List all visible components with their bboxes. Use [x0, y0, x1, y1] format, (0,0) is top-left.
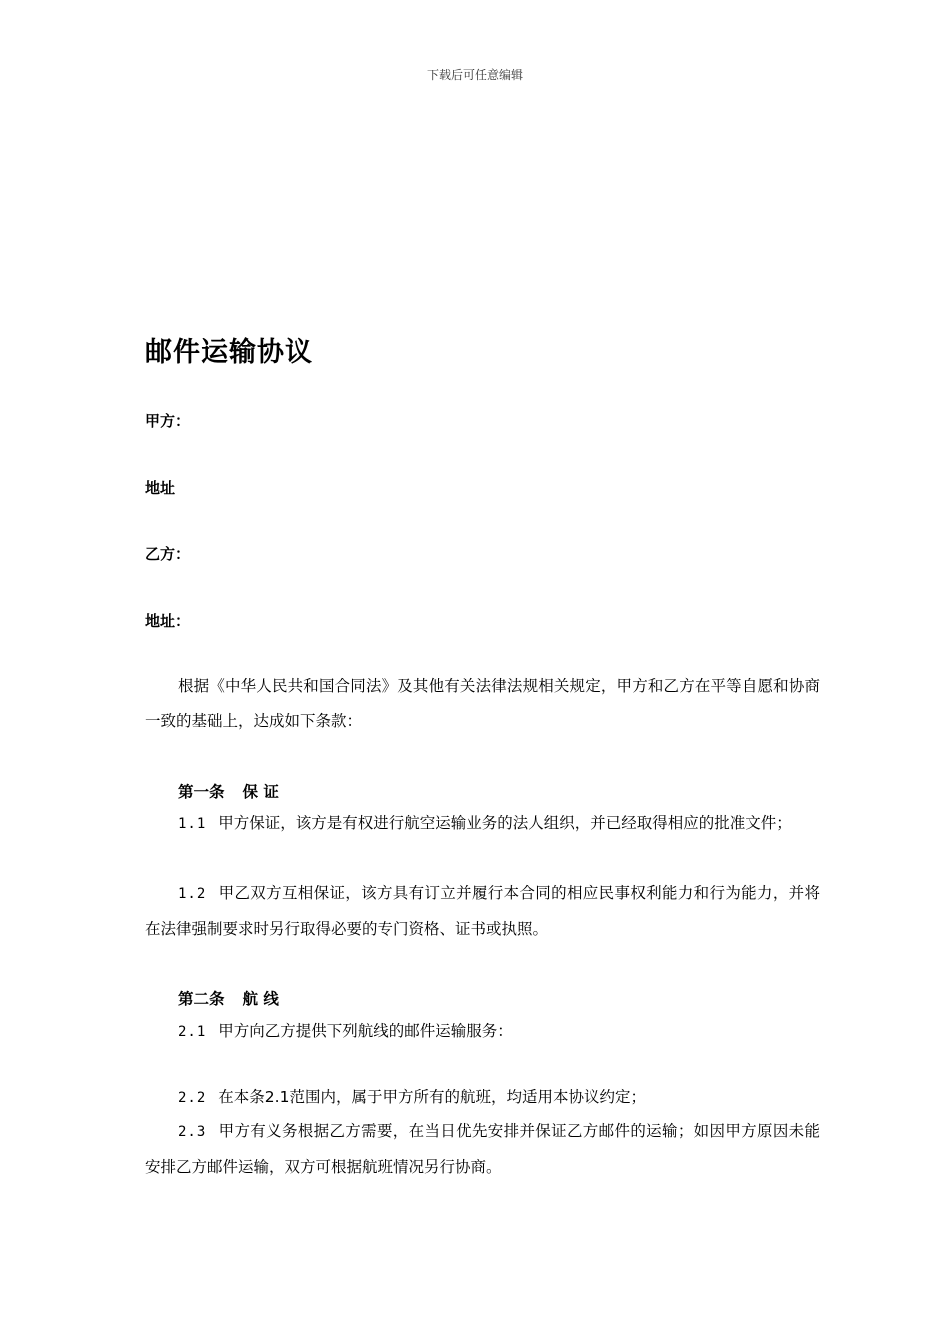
clause-2-3 [145, 1114, 820, 1185]
clause-number: 2.3 [178, 1124, 207, 1140]
clause-2-1 [145, 1014, 820, 1050]
article-2-title: 航 线 [242, 990, 279, 1008]
article-2-heading [178, 987, 279, 1009]
clause-number: 2.1 [178, 1024, 207, 1040]
clause-text: 甲方保证，该方是有权进行航空运输业务的法人组织，并已经取得相应的批准文件； [218, 814, 792, 832]
party-b-label: 乙方： [145, 545, 191, 563]
clause-number: 1.1 [178, 816, 207, 832]
clause-1-2 [145, 876, 820, 947]
clause-number: 1.2 [178, 886, 207, 902]
header-note: 下载后可任意编辑 [426, 68, 523, 82]
preamble-paragraph: 根据《中华人民共和国合同法》及其他有关法律法规相关规定，甲方和乙方在平等自愿和协商一致的基础上，达成如下条款： [145, 677, 820, 730]
clause-text: 甲乙双方互相保证，该方具有订立并履行本合同的相应民事权利能力和行为能力，并将在法律强制要求时另行取得必要的专门资格、证书或执照。 [145, 884, 820, 938]
party-a-label: 甲方： [145, 412, 191, 430]
party-a-address-label: 地址 [145, 479, 176, 497]
clause-2-2 [145, 1080, 820, 1116]
clause-text: 甲方向乙方提供下列航线的邮件运输服务： [218, 1022, 513, 1040]
clause-text: 甲方有义务根据乙方需要，在当日优先安排并保证乙方邮件的运输；如因甲方原因未能安排乙方邮件运输，双方可根据航班情况另行协商。 [145, 1122, 820, 1176]
article-2-number: 第二条 [178, 990, 225, 1008]
clause-1-1 [145, 806, 820, 842]
article-1-title: 保 证 [242, 783, 279, 801]
article-1-number: 第一条 [178, 783, 225, 801]
clause-number: 2.2 [178, 1090, 207, 1106]
article-1-heading [178, 780, 279, 802]
clause-text: 在本条2.1范围内，属于甲方所有的航班，均适用本协议约定； [218, 1088, 646, 1106]
document-title: 邮件运输协议 [145, 337, 313, 368]
party-b-address-label: 地址： [145, 612, 191, 630]
